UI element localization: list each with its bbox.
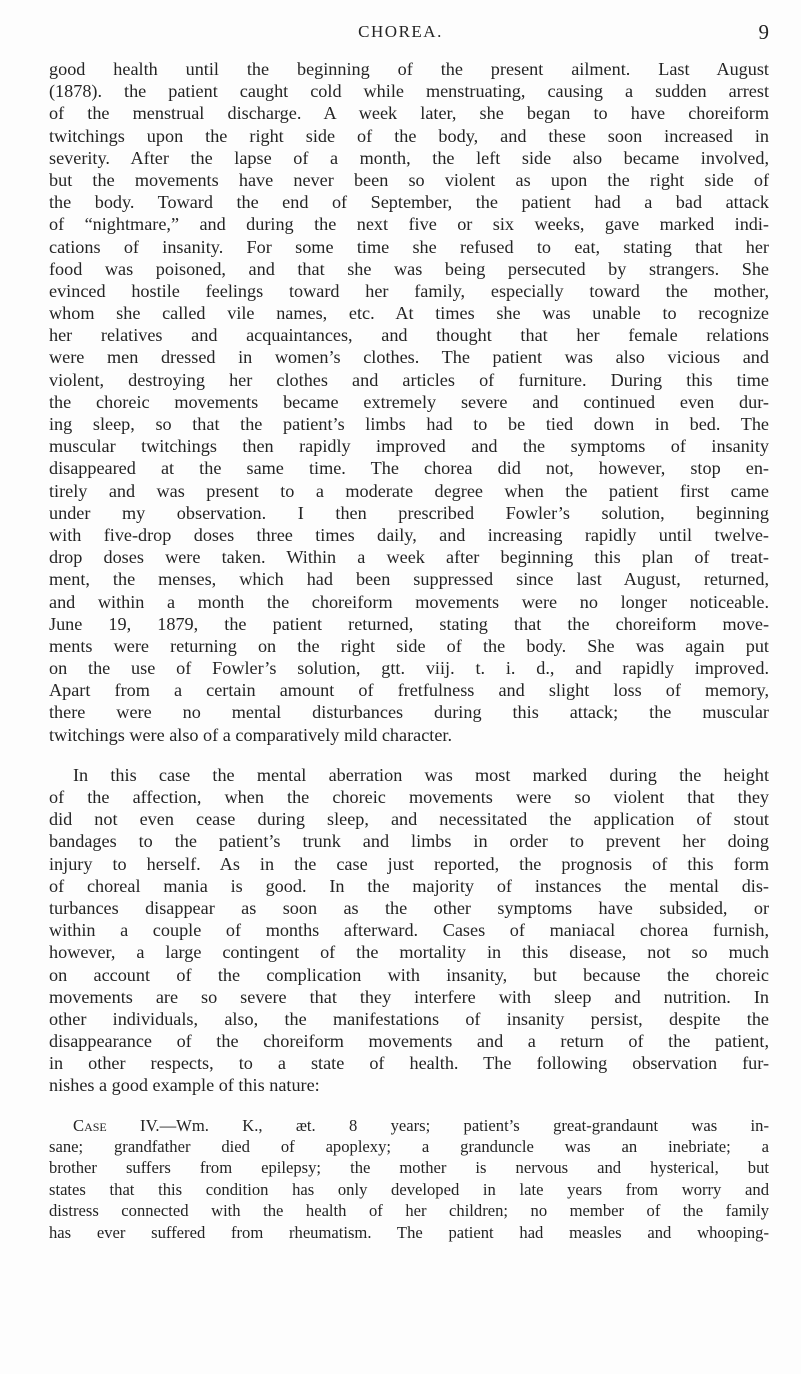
text-line: there were no mental disturbances during this attack; the muscular	[49, 702, 769, 723]
text-line: movements are so severe that they interfere with sleep and nutrition. In	[49, 986, 769, 1007]
text-line: turbances disappear as soon as the other symptoms have subsided, or	[49, 897, 769, 918]
text-line: of the menstrual discharge. A week later, she began to have choreiform	[49, 103, 769, 124]
page-number: 9	[758, 20, 769, 44]
text-line: good health until the beginning of the present ailment. Last August	[49, 59, 769, 79]
text-line: under my observation. I then prescribed Fowler’s solution, beginning	[49, 502, 769, 523]
text-line: the choreic movements became extremely severe and continued even dur-	[49, 391, 769, 412]
text-line: and within a month the choreiform movements were no longer noticeable.	[49, 591, 769, 612]
text-line: food was poisoned, and that she was being persecuted by strangers. She	[49, 258, 769, 279]
text-line: other individuals, also, the manifestations of insanity persist, despite the	[49, 1008, 769, 1029]
text-line: injury to herself. As in the case just reported, the prognosis of this form	[49, 853, 769, 874]
text-line: has ever suffered from rheumatism. The patient had measles and whooping-	[49, 1222, 769, 1242]
text-line: distress connected with the health of her children; no member of the family	[49, 1201, 769, 1221]
text-line: states that this condition has only developed in late years from worry and	[49, 1179, 769, 1199]
text-line: within a couple of months afterward. Cases of maniacal chorea furnish,	[49, 920, 769, 941]
text-line: of the affection, when the choreic movements were so violent that they	[49, 787, 769, 807]
text-line: cations of insanity. For some time she refused to eat, stating that her	[49, 236, 769, 257]
text-line: brother suffers from epilepsy; the mother is nervous and hysterical, but	[49, 1158, 769, 1178]
running-title: CHOREA.	[358, 22, 443, 41]
text-line: whom she called vile names, etc. At times she was unable to recognize	[49, 303, 769, 324]
text-line: tirely and was present to a moderate degree when the patient first came	[49, 480, 769, 501]
text-line: twitchings upon the right side of the body, and these soon increased in	[49, 125, 769, 146]
text-line: severity. After the lapse of a month, the left side also became involved,	[49, 147, 769, 168]
text-line: violent, destroying her clothes and articles of furniture. During this time	[49, 369, 769, 390]
case-label: Case IV.	[73, 1115, 160, 1135]
text-line: sane; grandfather died of apoplexy; a granduncle was an inebriate; a	[49, 1137, 769, 1157]
text-line: Apart from a certain amount of fretfulness and slight loss of memory,	[49, 680, 769, 701]
body-text	[49, 58, 769, 1243]
text-line: were men dressed in women’s clothes. The patient was also vicious and	[49, 347, 769, 368]
case-first-line-text: —Wm. K., æt. 8 years; patient’s great-grandaunt was in-	[159, 1115, 769, 1135]
paragraph-discussion	[49, 764, 769, 1097]
text-line: In this case the mental aberration was most marked during the height	[73, 764, 769, 785]
text-line: bandages to the patient’s trunk and limbs in order to prevent her doing	[49, 831, 769, 852]
text-line: June 19, 1879, the patient returned, stating that the choreiform move-	[49, 613, 769, 634]
text-line: but the movements have never been so violent as upon the right side of	[49, 169, 769, 190]
text-line: her relatives and acquaintances, and thought that her female relations	[49, 325, 769, 346]
text-line: muscular twitchings then rapidly improved and the symptoms of insanity	[49, 436, 769, 457]
text-line: on account of the complication with insanity, but because the choreic	[49, 964, 769, 985]
text-line: ing sleep, so that the patient’s limbs had to be tied down in bed. The	[49, 414, 769, 434]
text-line: the body. Toward the end of September, the patient had a bad attack	[49, 192, 769, 213]
text-line: with five-drop doses three times daily, and increasing rapidly until twelve-	[49, 524, 769, 545]
text-line: (1878). the patient caught cold while menstruating, causing a sudden arrest	[49, 81, 769, 102]
text-line: on the use of Fowler’s solution, gtt. viij. t. i. d., and rapidly improved.	[49, 658, 769, 679]
text-line: evinced hostile feelings toward her family, especially toward the mother,	[49, 280, 769, 301]
text-line: twitchings were also of a comparatively mild character.	[49, 724, 453, 745]
text-line: nishes a good example of this nature:	[49, 1075, 320, 1096]
paragraph-spacer	[49, 746, 769, 764]
text-line: disappearance of the choreiform movements and a return of the patient,	[49, 1031, 769, 1052]
text-line: ments were returning on the right side of the body. She was again put	[49, 635, 769, 656]
text-line: in other respects, to a state of health. The following observation fur-	[49, 1053, 769, 1074]
text-line: ment, the menses, which had been suppressed since last August, returned,	[49, 569, 769, 590]
paragraph-case-continuation	[49, 58, 769, 746]
paragraph-spacer	[49, 1097, 769, 1115]
text-line: of “nightmare,” and during the next five or six weeks, gave marked indi-	[49, 214, 769, 235]
case-first-line	[49, 1115, 769, 1136]
text-line: did not even cease during sleep, and necessitated the application of stout	[49, 809, 769, 830]
text-line: of choreal mania is good. In the majority of instances the mental dis-	[49, 875, 769, 896]
text-line: however, a large contingent of the mortality in this disease, not so much	[49, 942, 769, 963]
case-report	[49, 1115, 769, 1243]
running-head	[0, 20, 801, 50]
text-line: disappeared at the same time. The chorea did not, however, stop en-	[49, 458, 769, 479]
text-line: drop doses were taken. Within a week after beginning this plan of treat-	[49, 547, 769, 568]
